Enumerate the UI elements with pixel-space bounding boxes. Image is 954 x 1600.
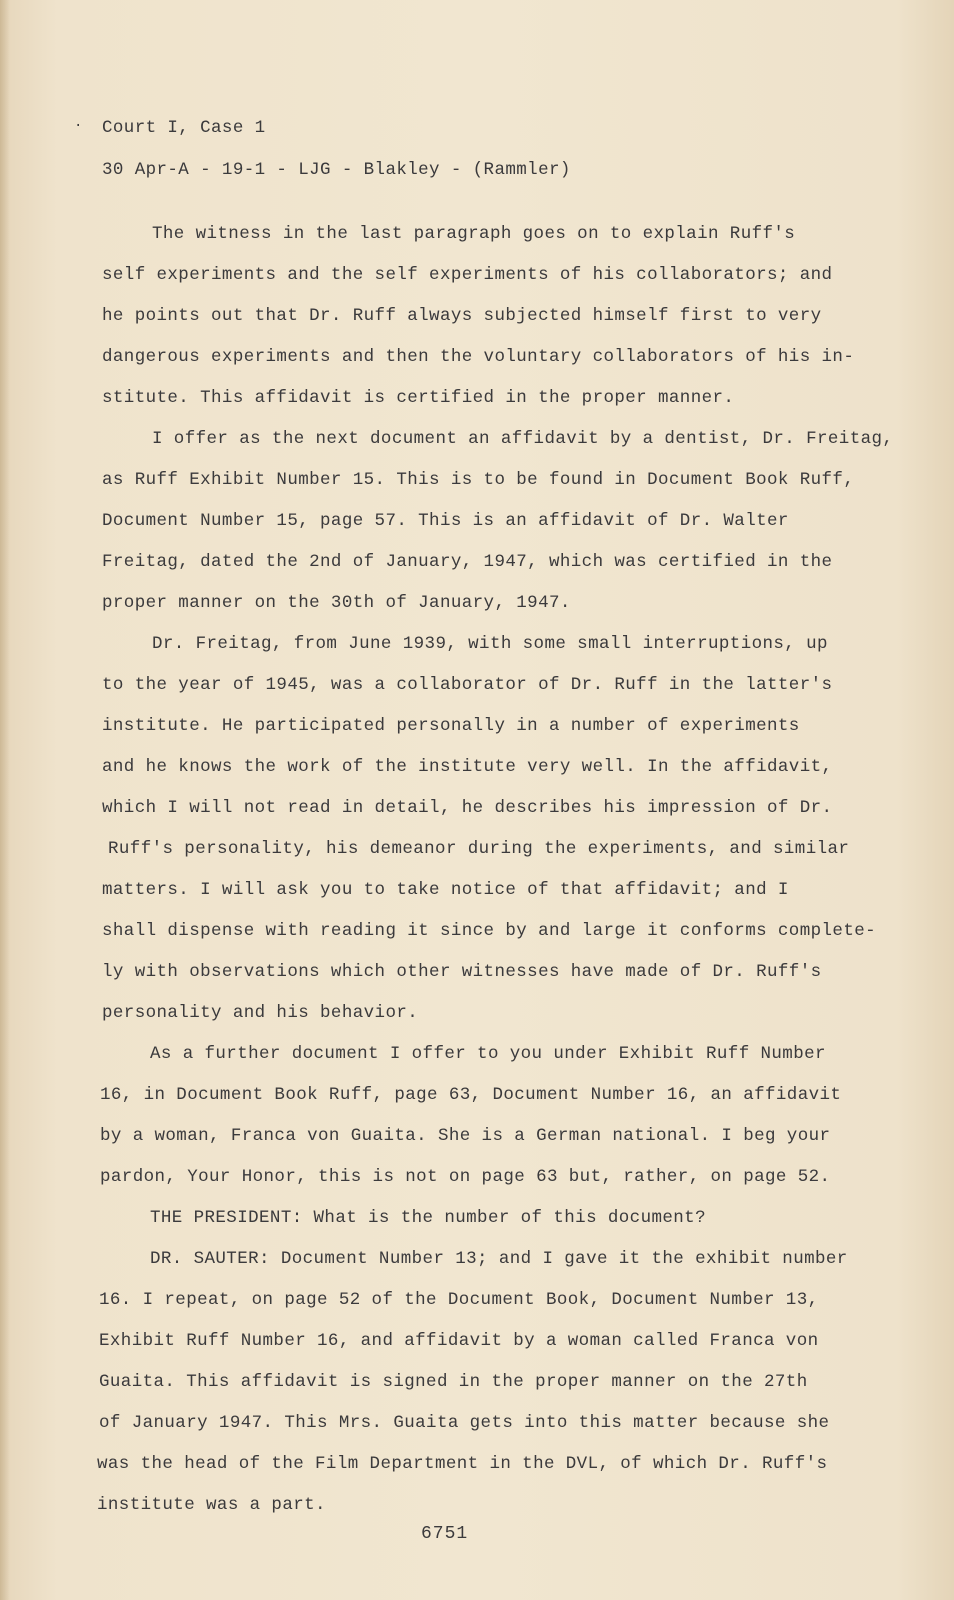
text-line: matters. I will ask you to take notice of that affidavit; and I — [102, 880, 789, 900]
page-number: 6751 — [421, 1524, 469, 1544]
text-line: THE PRESIDENT: What is the number of this document? — [150, 1208, 706, 1228]
text-line: proper manner on the 30th of January, 1947. — [102, 593, 571, 613]
text-line: institute. He participated personally in a number of experiments — [102, 716, 800, 736]
header-session: 30 Apr-A - 19-1 - LJG - Blakley - (Rammler) — [102, 160, 571, 180]
text-line: of January 1947. This Mrs. Guaita gets into this matter because she — [99, 1413, 830, 1433]
header-court: Court I, Case 1 — [102, 118, 266, 138]
text-line: and he knows the work of the institute very well. In the affidavit, — [102, 757, 833, 777]
text-line: ly with observations which other witnesses have made of Dr. Ruff's — [102, 962, 822, 982]
text-line: pardon, Your Honor, this is not on page 63 but, rather, on page 52. — [100, 1167, 831, 1187]
text-line: Ruff's personality, his demeanor during the experiments, and similar — [108, 839, 850, 859]
text-line: by a woman, Franca von Guaita. She is a German national. I beg your — [100, 1126, 831, 1146]
text-line: shall dispense with reading it since by and large it conforms complete- — [102, 921, 877, 941]
text-line: As a further document I offer to you under Exhibit Ruff Number — [150, 1044, 826, 1064]
text-line: stitute. This affidavit is certified in the proper manner. — [102, 388, 735, 408]
text-line: dangerous experiments and then the voluntary collaborators of his in- — [102, 347, 855, 367]
text-line: personality and his behavior. — [102, 1003, 419, 1023]
text-line: which I will not read in detail, he describes his impression of Dr. — [102, 798, 833, 818]
stray-mark: · — [74, 118, 83, 134]
text-line: Freitag, dated the 2nd of January, 1947, which was certified in the — [102, 552, 833, 572]
text-line: Guaita. This affidavit is signed in the proper manner on the 27th — [99, 1372, 808, 1392]
paper-edge-shadow — [0, 0, 10, 1600]
text-line: to the year of 1945, was a collaborator of Dr. Ruff in the latter's — [102, 675, 833, 695]
text-line: Exhibit Ruff Number 16, and affidavit by a woman called Franca von — [99, 1331, 819, 1351]
text-line: I offer as the next document an affidavit by a dentist, Dr. Freitag, — [152, 429, 894, 449]
text-line: as Ruff Exhibit Number 15. This is to be found in Document Book Ruff, — [102, 470, 855, 490]
text-line: self experiments and the self experiments of his collaborators; and — [102, 265, 833, 285]
text-line: The witness in the last paragraph goes on to explain Ruff's — [152, 224, 796, 244]
text-line: 16, in Document Book Ruff, page 63, Document Number 16, an affidavit — [100, 1085, 842, 1105]
text-line: institute was a part. — [97, 1495, 326, 1515]
text-line: he points out that Dr. Ruff always subjected himself first to very — [102, 306, 822, 326]
text-line: Dr. Freitag, from June 1939, with some small interruptions, up — [152, 634, 828, 654]
text-line: 16. I repeat, on page 52 of the Document Book, Document Number 13, — [99, 1290, 819, 1310]
text-line: DR. SAUTER: Document Number 13; and I gave it the exhibit number — [150, 1249, 848, 1269]
text-line: was the head of the Film Department in the DVL, of which Dr. Ruff's — [97, 1454, 828, 1474]
text-line: Document Number 15, page 57. This is an affidavit of Dr. Walter — [102, 511, 789, 531]
